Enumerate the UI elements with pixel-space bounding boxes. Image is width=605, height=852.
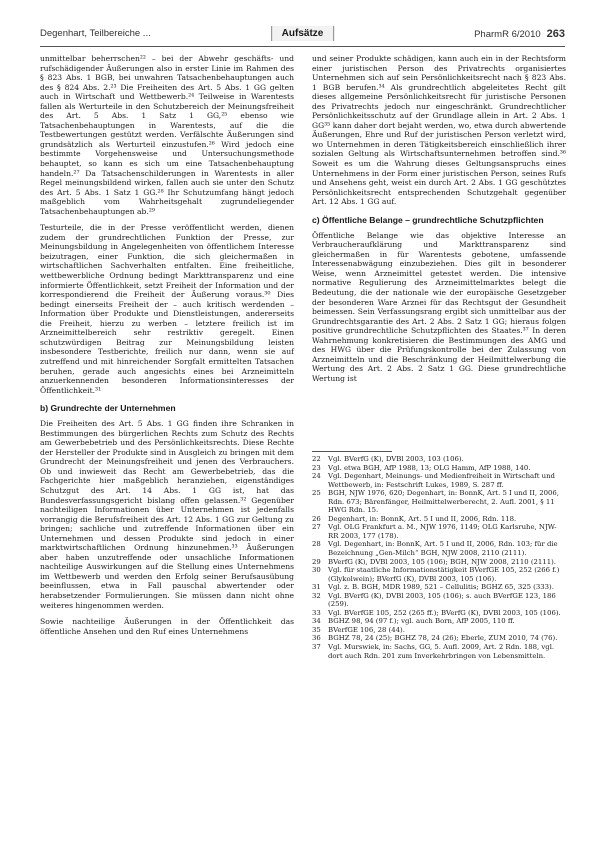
footnote-number: 26 <box>312 514 321 523</box>
footnote-text: Vgl. Murswiek, in: Sachs, GG, 5. Aufl. 2009, Art. 2 Rdn. 188, vgl. dort auch Rdn. 201 zum Inverkehrbringen von Lebensmitteln. <box>328 643 555 660</box>
footnote <box>312 489 566 515</box>
footnote <box>312 558 566 567</box>
footnote <box>312 523 566 540</box>
footnote-number: 23 <box>312 463 321 472</box>
footnote-number: 30 <box>312 566 321 575</box>
footnote-number: 35 <box>312 625 321 634</box>
footnote-number: 32 <box>312 591 321 600</box>
footnote <box>312 515 566 524</box>
footnote <box>312 464 566 473</box>
footnote-text: BGHZ 98, 94 (97 f.); vgl. auch Born, AfP 2005, 110 ff. <box>328 617 515 626</box>
paragraph: Die Freiheiten des Art. 5 Abs. 1 GG finden ihre Schranken in Bestimmungen des bürgerlichen Rechts zum Schutz des Rechts am Gewerbebetrieb und des Persönlichkeitsrechts. Diese Rechte der Hersteller der Produkte sind in Ausgleich zu bringen mit dem Grundrecht der Meinungsfreiheit und jenen des Verbrauchers. Ob und inwieweit das Recht am Gewerbebetrieb, das die Fachgerichte hier maßgeblich heranziehen, eigenständiges Schutzgut des Art. 14 Abs. 1 GG ist, hat das Bundesverfassungsgericht bislang offen gelassen.³² Gegenüber nachteiligen Informationen über Unternehmen ist jedenfalls vorrangig die Berufsfreiheit des Art. 12 Abs. 1 GG zur Geltung zu bringen; sachliche und zutreffende Informationen über ein Unternehmen und dessen Produkte sind jedoch in einer marktwirtschaftlichen Ordnung hinzunehmen.³³ Äußerungen aber haben unzutreffende oder unsachliche Informationen nachteilige Auswirkungen auf die Stellung eines Unternehmens im Wettbewerb und werden den Erfolg seiner Berufsausübung beeinflussen, etwa in Fall pauschal abwertender oder herabsetzender Formulierungen. Sie müssen dann nicht ohne weiteres hingenommen werden. <box>40 419 294 610</box>
footnote <box>312 592 566 609</box>
footnote-number: 24 <box>312 472 321 481</box>
header-page-number: 263 <box>546 28 565 40</box>
footnote-rule <box>312 451 392 452</box>
footnote-text: BGH, NJW 1976, 620; Degenhart, in: BonnK, Art. 5 I und II, 2006, Rdn. 673; Bärenfänger, Heilmittelwerberecht, 2. Aufl. 2001, § 11 HWG Rdn. 15. <box>328 489 559 515</box>
footnote <box>312 609 566 618</box>
footnote-number: 22 <box>312 455 321 463</box>
footnote-text: BGHZ 78, 24 (25); BGHZ 78, 24 (26); Eberle, ZUM 2010, 74 (76). <box>328 634 558 643</box>
footnote-text: BVerfG (K), DVBl 2003, 105 (106); BGH, NJW 2008, 2110 (2111). <box>328 557 556 566</box>
footnote-number: 37 <box>312 643 321 652</box>
footnote <box>312 472 566 489</box>
footnote <box>312 634 566 643</box>
paragraph: und seiner Produkte schädigen, kann auch ein in der Rechtsform einer juristischen Person des Privatrechts organisiertes Unternehmen sich auf sein Persönlichkeitsrecht nach § 823 Abs. 1 BGB berufen.³⁴ Als grundrechtlich abgeleitetes Recht gilt dieses allgemeine Persönlichkeitsrecht für juristische Personen des Privatrechts jedoch nur eingeschränkt. Grundrechtlicher Persönlichkeitsschutz auf der Grundlage allein in Art. 2 Abs. 1 GG³⁵ kann daher dort bejaht werden, wo, etwa durch abwertende Äußerungen, Ehre und Ruf der juristischen Person verletzt wird, wo Unternehmen in deren Tätigkeitsbereich einschließlich ihrer sozialen Geltung als Wirtschaftsunternehmen betroffen sind.³⁶ Soweit es um die Wahrung dieses Geltungsanspruchs eines Unternehmens in der Form einer juristischen Person, seines Rufs und Ansehens geht, weist ein durch Art. 2 Abs. 1 GG geschütztes Persönlichkeitsrecht entsprechenden Schutzgehalt gegenüber Art. 12 Abs. 1 GG auf. <box>312 54 566 207</box>
footnote-text: Vgl. etwa BGH, AfP 1988, 13; OLG Hamm, AfP 1988, 140. <box>328 463 531 472</box>
header-section: Aufsätze <box>271 26 335 41</box>
footnote <box>312 617 566 626</box>
footnote <box>312 540 566 557</box>
section-heading-c: c) Öffentliche Belange – grundrechtliche Schutzpflichten <box>312 214 544 225</box>
paragraph: unmittelbar beherrschen²² – bei der Abwehr geschäfts- und rufschädigender Äußerungen also in erster Linie im Rahmen des § 823 Abs. 1 BGB, bei unwahren Tatsachenbehauptungen auch des § 824 Abs. 2.²³ Die Freiheiten des Art. 5 Abs. 1 GG gelten auch in Wirtschaft und Wettbewerb.²⁴ Teilweise in Warentests fallen als Werturteile in den Schutzbereich der Meinungsfreiheit des Art. 5 Abs. 1 Satz 1 GG,²⁵ ebenso wie Tatsachenbehauptungen in Warentests, auf die die Testbewertungen gestützt werden. Verfälschte Äußerungen sind grundsätzlich als Werturteil einzustufen.²⁶ Wird jedoch eine bestimmte Vorgehensweise und Untersuchungsmethode behauptet, so kann es sich um eine Tatsachenbehauptung handeln.²⁷ Da Tatsachenschilderungen in Warentests in aller Regel meinungsbildend wirken, fallen auch sie unter den Schutz des Art. 5 Abs. 1 Satz 1 GG.²⁸ Ihr Schutzumfang hängt jedoch maßgeblich vom Wahrheitsgehalt zugrundeliegender Tatsachenbehauptungen ab.²⁹ <box>40 54 294 216</box>
footnote-number: 25 <box>312 489 321 498</box>
footnote-number: 31 <box>312 583 321 592</box>
footnote-text: Vgl. für staatliche Informationstätigkeit BVerfGE 105, 252 (266 f.) (Glykolwein); BVerfG (K), DVBl 2003, 105 (106). <box>328 566 560 583</box>
header-authors: Degenhart, Teilbereiche ... <box>40 28 151 39</box>
paragraph: Öffentliche Belange wie das objektive Interesse an Verbraucheraufklärung und Markttransparenz sind gleichermaßen in für Warentests gebotene, umfassende Interessenabwägung einzubeziehen. Dies gilt in besonderer Weise, wenn Arzneimittel getestet werden. Die intensive normative Regulierung des Arzneimittelmarktes belegt die Bedeutung, die der nationale wie der europäische Gesetzgeber der besonderen Ware Arznei für das Rechtsgut der Gesundheit beimessen. Sein Verfassungsrang ergibt sich unmittelbar aus der Grundrechtsgarantie des Art. 2 Abs. 2 Satz 1 GG; hieraus folgen positive grundrechtliche Schutzpflichten des Staates.³⁷ In deren Wahrnehmung konkretisieren die Bestimmungen des AMG und des HWG über die Prüfungskontrolle bei der Zulassung von Arzneimitteln und die Beschränkung der Heilmittelwerbung die Wertung des Art. 2 Abs. 2 Satz 1 GG. Diese grundrechtliche Wertung ist <box>312 230 566 383</box>
header-journal-info <box>474 28 565 40</box>
footnote <box>312 583 566 592</box>
footnote-text: Vgl. Degenhart, Meinungs- und Medienfreiheit in Wirtschaft und Wettbewerb, in: Festschrift Lukes, 1989, S. 287 ff. <box>328 472 555 489</box>
footnote <box>312 643 566 660</box>
footnote <box>312 566 566 583</box>
footnote <box>312 626 566 635</box>
footnote-text: Vgl. z. B. BGH, MDR 1989, 521 – Cellulitis; BGHZ 65, 325 (333). <box>328 583 554 592</box>
footnote-text: BVerfGE 106, 28 (44). <box>328 625 405 634</box>
footnote-number: 29 <box>312 557 321 566</box>
footnote-number: 36 <box>312 634 321 643</box>
left-column <box>40 54 294 643</box>
footnote-number: 27 <box>312 523 321 532</box>
right-column <box>312 54 566 391</box>
paragraph: Testurteile, die in der Presse veröffentlicht werden, dienen zudem der grundrechtlichen Funktion der Presse, zur Meinungsbildung in Angelegenheiten von öffentlichem Interesse beizutragen, einer Funktion, die sich gleichermaßen in wirtschaftlichen Sachverhalten entfalten. Eine freiheitliche, wettbewerbliche Ordnung bedingt Markttransparenz und eine informierte Öffentlichkeit, setzt Freiheit der Information und der korrespondierend die Freiheit der Äußerung voraus.³⁰ Dies bedingt einerseits Freiheit der – auch kritisch werdenden – Information über Produkte und Dienstleistungen, andererseits die Freiheit, hierzu zu werben – letztere freilich ist im Arzneimittelbereich sehr restriktiv geregelt. Einen schutzwürdigen Beitrag zur Meinungsbildung leisten insbesondere Testberichte, freilich nur dann, wenn sie auf zutreffend und mit hinreichender Sorgfalt ermittelten Tatsachen beruhen, gerade auch angesichts eines bei Arzneimitteln anzuerkennenden besonderen Informationsinteresses der Öffentlichkeit.³¹ <box>40 223 294 395</box>
footnote <box>312 455 566 464</box>
footnote-number: 28 <box>312 540 321 549</box>
footnote-number: 34 <box>312 617 321 626</box>
paragraph: Sowie nachteilige Äußerungen in der Öffentlichkeit das öffentliche Ansehen und den Ruf eines Unternehmens <box>40 617 294 636</box>
footnote-text: Vgl. BVerfG (K), DVBl 2003, 105 (106); s. auch BVerfGE 123, 186 (259). <box>328 591 556 609</box>
header-journal: PharmR 6/2010 <box>474 29 541 40</box>
header-rule <box>40 46 565 47</box>
footnote-text: Vgl. Degenhart, in: BonnK, Art. 5 I und II, 2006, Rdn. 103; für die Bezeichnung „Gen-Milch“ BGH, NJW 2008, 2110 (2111). <box>328 540 558 558</box>
footnote-text: Degenhart, in: BonnK, Art. 5 I und II, 2006, Rdn. 118. <box>328 514 517 523</box>
page-header <box>40 28 565 44</box>
footnote-text: Vgl. OLG Frankfurt a. M., NJW 1976, 1149; OLG Karlsruhe, NJW-RR 2003, 177 (178). <box>328 523 557 540</box>
section-heading-b: b) Grundrechte der Unternehmen <box>40 403 176 414</box>
footnote-text: Vgl. BVerfG (K), DVBl 2003, 103 (106). <box>328 455 464 463</box>
footnote-number: 33 <box>312 608 321 617</box>
footnotes <box>312 455 566 660</box>
footnote-text: Vgl. BVerfGE 105, 252 (265 ff.); BVerfG (K), DVBl 2003, 105 (106). <box>328 608 561 617</box>
